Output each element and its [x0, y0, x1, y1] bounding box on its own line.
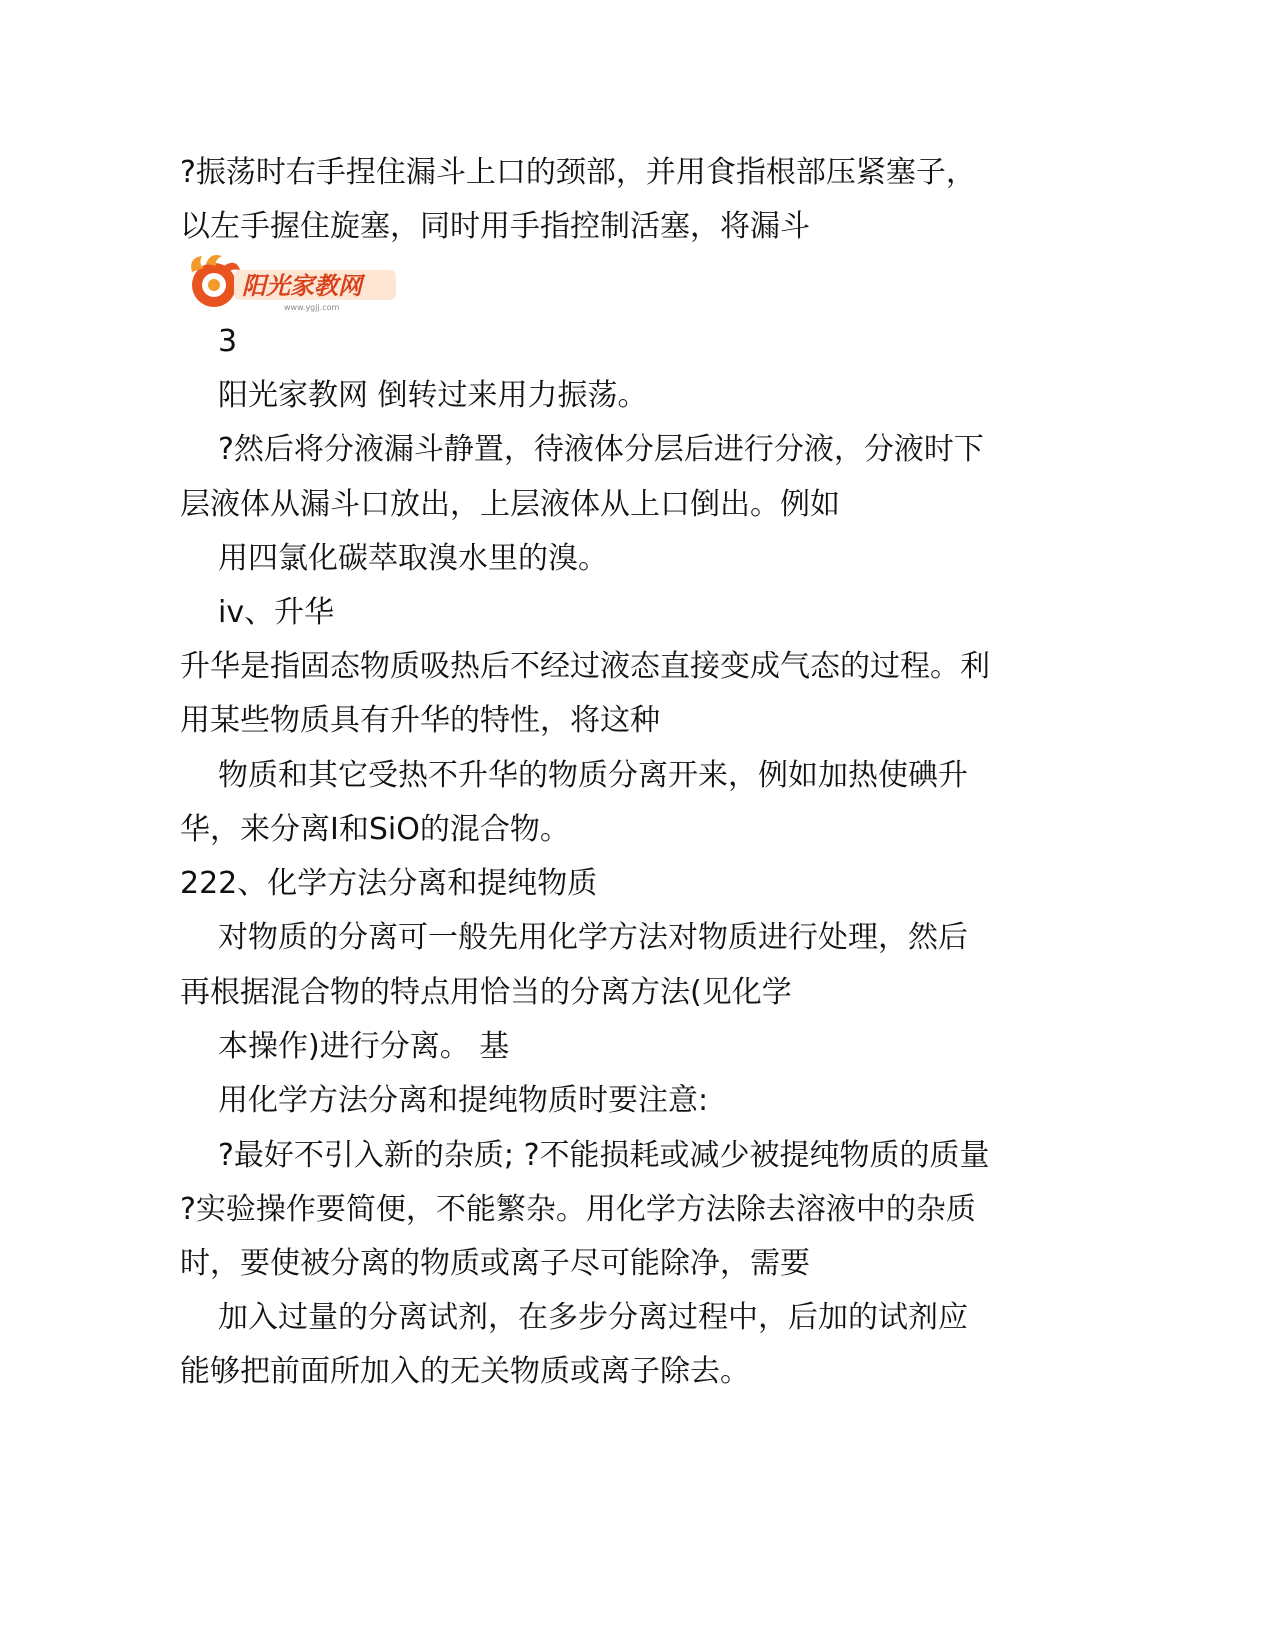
- text-line: 用化学方法分离和提纯物质时要注意:: [218, 1083, 709, 1118]
- text-line: 再根据混合物的特点用恰当的分离方法(见化学: [180, 975, 792, 1010]
- text-line: 对物质的分离可一般先用化学方法对物质进行处理，然后: [218, 920, 968, 955]
- section-heading: 222、化学方法分离和提纯物质: [180, 866, 598, 901]
- logo-text: 阳光家教网: [242, 272, 362, 300]
- text-line: 阳光家教网 倒转过来用力振荡。: [218, 378, 648, 413]
- page-number: 3: [218, 324, 238, 359]
- text-line: 华，来分离I和SiO的混合物。: [180, 812, 570, 847]
- section-heading: iv、升华: [218, 595, 335, 630]
- text-line: 加入过量的分离试剂，在多步分离过程中，后加的试剂应: [218, 1300, 968, 1335]
- text-line: 物质和其它受热不升华的物质分离开来，例如加热使碘升: [218, 758, 968, 793]
- text-line: 层液体从漏斗口放出，上层液体从上口倒出。例如: [180, 487, 840, 522]
- text-line: 时，要使被分离的物质或离子尽可能除净，需要: [180, 1246, 810, 1281]
- logo-subtext: www.ygjj.com: [284, 303, 340, 312]
- text-line: 能够把前面所加入的无关物质或离子除去。: [180, 1354, 750, 1389]
- text-line: 升华是指固态物质吸热后不经过液态直接变成气态的过程。利: [180, 649, 990, 684]
- text-line: ?实验操作要简便，不能繁杂。用化学方法除去溶液中的杂质: [180, 1192, 976, 1227]
- text-line: ?然后将分液漏斗静置，待液体分层后进行分液，分液时下: [218, 432, 984, 467]
- text-line: 以左手握住旋塞，同时用手指控制活塞，将漏斗: [180, 209, 810, 244]
- text-line: ?最好不引入新的杂质; ?不能损耗或减少被提纯物质的质量: [218, 1138, 990, 1173]
- text-line: 本操作)进行分离。 基: [218, 1029, 510, 1064]
- yangguang-jiajiao-logo: [184, 252, 404, 314]
- text-line: ?振荡时右手捏住漏斗上口的颈部，并用食指根部压紧塞子，: [180, 155, 976, 190]
- text-line: 用某些物质具有升华的特性，将这种: [180, 703, 660, 738]
- text-line: 用四氯化碳萃取溴水里的溴。: [218, 541, 608, 576]
